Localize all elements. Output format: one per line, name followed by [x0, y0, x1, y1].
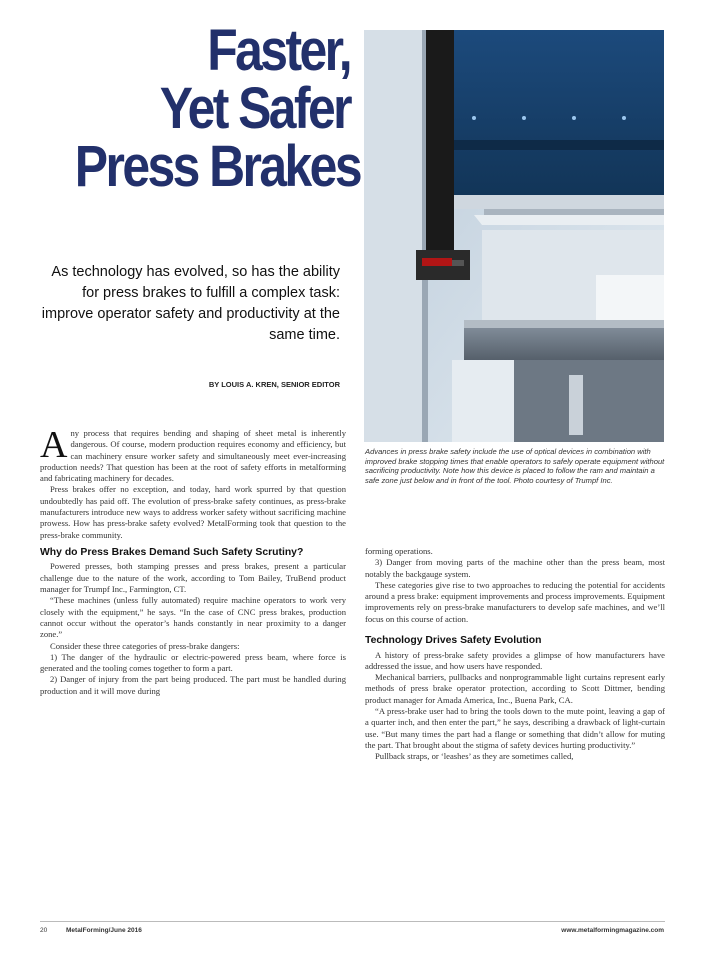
body-paragraph: forming operations. — [365, 546, 433, 556]
body-paragraph: “A press-brake user had to bring the tools down to the mute point, leaving a gap of a quarter inch, and then enter the part,” he says, describing a drawback of light-curtain use. “But many times the part had a flange or something that didn’t allow for muting the part. That brought about the stigma of safety devices hurting productivity.” — [365, 706, 665, 750]
section-heading: Technology Drives Safety Evolution — [365, 635, 542, 647]
body-paragraph: A history of press-brake safety provides a glimpse of how manufacturers have addressed the issue, and how users have responded. — [365, 649, 665, 671]
press-brake-photo-icon — [364, 30, 664, 442]
body-paragraph: Press brakes offer no exception, and today, hard work spurred by that question undoubtedly has paid off. The evolution of press-brake safety continues, as press-brake manufacturers introduce new ways to address worker safety without sacrificing machine prowess. How has press-brake safety evolved? MetalForming took that question to the press-brake community. — [40, 484, 346, 540]
body-paragraph: Pullback straps, or ‘leashes’ as they are sometimes called, — [375, 751, 574, 762]
page-number: 20 — [40, 927, 48, 934]
body-paragraph: These categories give rise to two approaches to reducing the potential for accidents around a press brake: equipment improvements and process improvements. Equipment improvements rely on press-brake manufacturers to develop safe machines, and we’ll focus on this course of action. — [365, 579, 665, 624]
intro-text: ny process that requires bending and shaping of sheet metal is inherently dangerous. Of course, modern production requires economy and efficiency, but can machinery ensure worker safety and simultaneously meet ever-increasing production needs? That question has been at the root of safety efforts in metalforming and fabricating machinery for decades. — [40, 428, 346, 484]
body-paragraph: 2) Danger of injury from the part being produced. The part must be handled during production and it will move during — [40, 674, 346, 696]
press-brake-photo — [364, 30, 664, 442]
footer-rule — [40, 921, 665, 922]
article-column-left — [40, 424, 346, 697]
photo-caption: Advances in press brake safety include the use of optical devices in combination with improved brake stopping times that enable operators to safely operate equipment without sacrificing productivity. Note how this device is placed to follow the ram and maintain a safe zone just below and in front of the tool. Photo courtesy of Trumpf Inc. — [365, 447, 665, 485]
issue-label: MetalForming/June 2016 — [66, 927, 142, 934]
title-line: Faster, — [207, 18, 350, 83]
site-url: www.metalformingmagazine.com — [561, 927, 664, 934]
article-title — [74, 18, 361, 199]
body-paragraph: Consider these three categories of press-brake dangers: — [50, 640, 240, 651]
body-paragraph: Powered presses, both stamping presses and press brakes, present a particular challenge due to the nature of the work, according to Tom Bailey, TruBend product manager for Trumpf Inc., Farmington, CT. — [40, 561, 346, 595]
article-column-right — [365, 546, 665, 763]
section-heading: Why do Press Brakes Demand Such Safety Scrutiny? — [40, 546, 304, 558]
body-paragraph: “These machines (unless fully automated) require machine operators to work very closely with the equipment,” he says. “In the case of CNC press brakes, production cannot occur without the operator’s hands constantly in near proximity to a danger zone.” — [40, 595, 346, 640]
title-line: Press Brakes — [74, 134, 361, 199]
body-paragraph: 3) Danger from moving parts of the machine other than the press beam, most notably the backgauge system. — [365, 557, 665, 579]
body-paragraph: 1) The danger of the hydraulic or electric-powered press beam, where force is generated and the tooling comes together to form a part. — [40, 651, 346, 674]
article-subtitle: As technology has evolved, so has the ability for press brakes to fulfill a complex task: improve operator safety and productivity at the same time. — [41, 264, 340, 343]
title-line: Yet Safer — [159, 76, 350, 141]
byline: BY LOUIS A. KREN, SENIOR EDITOR — [208, 380, 340, 389]
body-paragraph: Mechanical barriers, pullbacks and nonprogrammable light curtains represent early methods of press brake operator protection, according to Scott Dittmer, bending product manager for Amada America, Inc., Buena Park, CA. — [365, 672, 665, 705]
drop-cap: A — [40, 424, 68, 466]
intro-paragraph — [40, 424, 346, 484]
